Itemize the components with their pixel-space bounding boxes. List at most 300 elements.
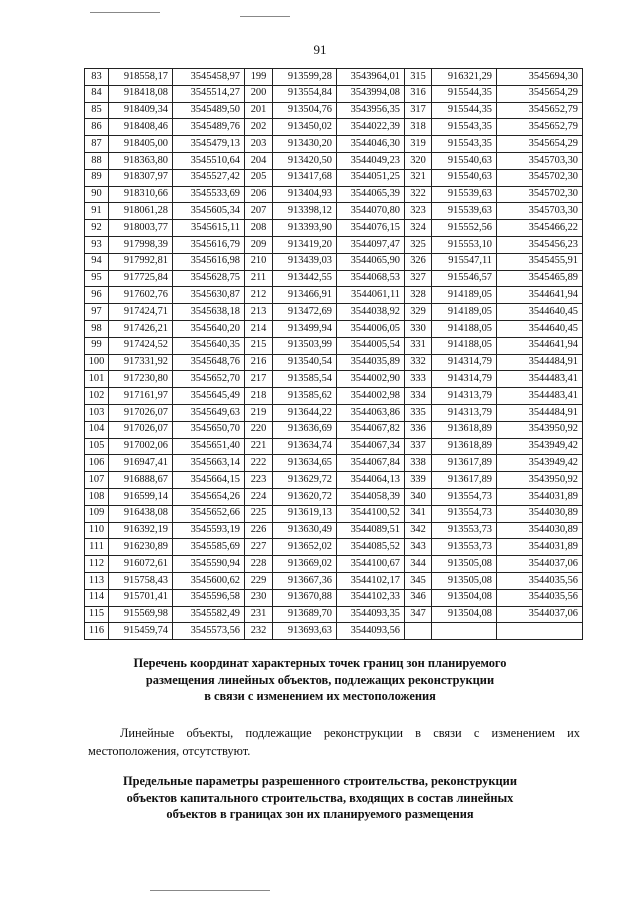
coordinate-cell: 917230,80	[109, 371, 173, 388]
coordinate-cell: 913652,02	[273, 539, 337, 556]
coordinate-cell: 913393,90	[273, 220, 337, 237]
coordinate-cell: 913439,03	[273, 253, 337, 270]
coordinate-cell: 3545593,19	[173, 522, 245, 539]
point-number-cell: 102	[85, 388, 109, 405]
point-number-cell: 203	[245, 136, 273, 153]
point-number-cell: 327	[405, 270, 432, 287]
coordinate-cell: 3544102,17	[337, 572, 405, 589]
coordinate-cell: 3544064,13	[337, 472, 405, 489]
coordinate-cell: 915543,35	[432, 119, 497, 136]
coordinate-cell: 3544002,90	[337, 371, 405, 388]
coordinate-cell: 3544097,47	[337, 236, 405, 253]
table-row	[85, 102, 583, 119]
coordinate-cell: 917026,07	[109, 421, 173, 438]
table-row	[85, 623, 583, 640]
coordinate-cell: 3545596,58	[173, 589, 245, 606]
coordinate-cell: 916888,67	[109, 472, 173, 489]
point-number-cell: 332	[405, 354, 432, 371]
coordinate-cell: 914189,05	[432, 304, 497, 321]
coordinate-cell: 3544484,91	[497, 354, 583, 371]
coordinate-cell: 913404,93	[273, 186, 337, 203]
table-row	[85, 455, 583, 472]
coordinate-cell: 913554,73	[432, 505, 497, 522]
point-number-cell: 343	[405, 539, 432, 556]
table-row	[85, 539, 583, 556]
coordinate-cell: 3545527,42	[173, 169, 245, 186]
coordinate-cell: 3543949,42	[497, 455, 583, 472]
coordinate-cell: 3545533,69	[173, 186, 245, 203]
section1-paragraph: Линейные объекты, подлежащие реконструкции в связи с изменением их местоположения, отсутствуют.	[88, 726, 580, 758]
coordinate-cell: 915540,63	[432, 169, 497, 186]
point-number-cell: 316	[405, 85, 432, 102]
coordinate-cell: 3544035,89	[337, 354, 405, 371]
coordinate-cell: 3544038,92	[337, 304, 405, 321]
coordinate-cell: 913398,12	[273, 203, 337, 220]
coordinate-cell: 913599,28	[273, 69, 337, 86]
coordinate-cell: 917602,76	[109, 287, 173, 304]
point-number-cell: 338	[405, 455, 432, 472]
point-number-cell: 204	[245, 152, 273, 169]
point-number-cell: 223	[245, 472, 273, 489]
point-number-cell: 99	[85, 337, 109, 354]
table-row	[85, 186, 583, 203]
coordinate-cell: 913644,22	[273, 404, 337, 421]
coordinate-cell: 3544030,89	[497, 505, 583, 522]
table-row	[85, 136, 583, 153]
point-number-cell: 110	[85, 522, 109, 539]
coordinate-cell: 913585,54	[273, 371, 337, 388]
coordinate-cell: 3544483,41	[497, 388, 583, 405]
coordinate-cell: 3545455,91	[497, 253, 583, 270]
coordinate-cell: 3545694,30	[497, 69, 583, 86]
coordinate-cell: 913634,74	[273, 438, 337, 455]
coordinate-cell: 3544031,89	[497, 539, 583, 556]
coordinate-cell: 3544484,91	[497, 404, 583, 421]
point-number-cell: 206	[245, 186, 273, 203]
coordinate-cell: 3544063,86	[337, 404, 405, 421]
coordinate-cell: 914188,05	[432, 320, 497, 337]
point-number-cell: 116	[85, 623, 109, 640]
point-number-cell: 97	[85, 304, 109, 321]
point-number-cell: 83	[85, 69, 109, 86]
point-number-cell: 228	[245, 556, 273, 573]
coordinate-cell: 3544058,39	[337, 488, 405, 505]
coordinate-cell: 913554,84	[273, 85, 337, 102]
coordinate-cell: 913540,54	[273, 354, 337, 371]
table-row	[85, 270, 583, 287]
point-number-cell: 341	[405, 505, 432, 522]
point-number-cell: 323	[405, 203, 432, 220]
coordinate-cell: 914313,79	[432, 404, 497, 421]
coordinate-cell: 915543,35	[432, 136, 497, 153]
coordinate-cell: 918408,46	[109, 119, 173, 136]
section1-heading-line: Перечень координат характерных точек границ зон планируемого	[133, 656, 507, 670]
point-number-cell: 331	[405, 337, 432, 354]
table-row	[85, 404, 583, 421]
coordinate-cell: 3544093,35	[337, 606, 405, 623]
table-row	[85, 388, 583, 405]
coordinate-cell: 915569,98	[109, 606, 173, 623]
coordinate-cell: 3544067,34	[337, 438, 405, 455]
point-number-cell: 85	[85, 102, 109, 119]
table-row	[85, 220, 583, 237]
point-number-cell: 201	[245, 102, 273, 119]
coordinate-cell: 914189,05	[432, 287, 497, 304]
coordinate-cell: 916321,29	[432, 69, 497, 86]
coordinate-cell: 3545702,30	[497, 186, 583, 203]
point-number-cell: 222	[245, 455, 273, 472]
coordinate-cell: 3544035,56	[497, 572, 583, 589]
point-number-cell: 107	[85, 472, 109, 489]
coordinate-cell: 3545600,62	[173, 572, 245, 589]
coordinate-cell: 3545630,87	[173, 287, 245, 304]
coordinate-cell: 917002,06	[109, 438, 173, 455]
coordinate-cell: 3545615,11	[173, 220, 245, 237]
point-number-cell: 328	[405, 287, 432, 304]
coordinate-cell: 913669,02	[273, 556, 337, 573]
coordinate-cell: 3545654,26	[173, 488, 245, 505]
coordinate-cell: 914313,79	[432, 388, 497, 405]
table-row	[85, 119, 583, 136]
coordinate-cell: 3544035,56	[497, 589, 583, 606]
point-number-cell: 211	[245, 270, 273, 287]
coordinate-cell: 917424,71	[109, 304, 173, 321]
coordinate-cell: 3545649,63	[173, 404, 245, 421]
coordinate-cell: 3544093,56	[337, 623, 405, 640]
coordinate-cell: 913466,91	[273, 287, 337, 304]
point-number-cell: 91	[85, 203, 109, 220]
point-number-cell: 84	[85, 85, 109, 102]
point-number-cell: 346	[405, 589, 432, 606]
point-number-cell: 103	[85, 404, 109, 421]
table-row	[85, 505, 583, 522]
point-number-cell: 318	[405, 119, 432, 136]
section1-heading	[60, 655, 580, 705]
coordinate-cell: 3544030,89	[497, 522, 583, 539]
point-number-cell: 221	[245, 438, 273, 455]
coordinate-cell: 3545458,97	[173, 69, 245, 86]
point-number-cell: 90	[85, 186, 109, 203]
point-number-cell: 324	[405, 220, 432, 237]
coordinate-cell: 915539,63	[432, 186, 497, 203]
coordinate-cell: 3544641,94	[497, 337, 583, 354]
point-number-cell: 210	[245, 253, 273, 270]
coordinate-cell: 3543956,35	[337, 102, 405, 119]
coordinate-cell: 916072,61	[109, 556, 173, 573]
coordinate-cell: 3544089,51	[337, 522, 405, 539]
coordinate-cell: 913499,94	[273, 320, 337, 337]
coordinate-cell: 3544640,45	[497, 320, 583, 337]
point-number-cell: 209	[245, 236, 273, 253]
point-number-cell: 215	[245, 337, 273, 354]
point-number-cell: 224	[245, 488, 273, 505]
coordinate-cell: 915758,43	[109, 572, 173, 589]
coordinate-cell: 3543994,08	[337, 85, 405, 102]
coordinate-cell: 918363,80	[109, 152, 173, 169]
point-number-cell: 208	[245, 220, 273, 237]
coordinate-cell: 3545466,22	[497, 220, 583, 237]
coordinate-cell: 914188,05	[432, 337, 497, 354]
coordinate-cell: 3545650,70	[173, 421, 245, 438]
coordinate-cell: 917161,97	[109, 388, 173, 405]
coordinate-cell: 913504,08	[432, 589, 497, 606]
table-row	[85, 287, 583, 304]
coordinate-cell: 3544640,45	[497, 304, 583, 321]
coordinate-cell: 918061,28	[109, 203, 173, 220]
section2-heading-line: объектов капитального строительства, входящих в состав линейных	[126, 790, 514, 805]
point-number-cell: 322	[405, 186, 432, 203]
coordinate-cell: 913618,89	[432, 421, 497, 438]
coordinate-cell: 3544065,39	[337, 186, 405, 203]
point-number-cell: 339	[405, 472, 432, 489]
coordinate-cell: 917992,81	[109, 253, 173, 270]
table-row	[85, 589, 583, 606]
coordinate-cell: 913503,99	[273, 337, 337, 354]
coordinate-cell: 914314,79	[432, 354, 497, 371]
point-number-cell: 330	[405, 320, 432, 337]
coordinate-cell: 918558,17	[109, 69, 173, 86]
point-number-cell: 100	[85, 354, 109, 371]
coordinate-cell: 3545648,76	[173, 354, 245, 371]
coordinate-cell: 3545640,35	[173, 337, 245, 354]
point-number-cell: 320	[405, 152, 432, 169]
coordinate-cell: 3544031,89	[497, 488, 583, 505]
coordinate-cell: 3545702,30	[497, 169, 583, 186]
coordinate-cell: 3544037,06	[497, 606, 583, 623]
coordinate-cell: 3545582,49	[173, 606, 245, 623]
point-number-cell: 202	[245, 119, 273, 136]
coordinate-cell: 918418,08	[109, 85, 173, 102]
coordinate-cell: 917998,39	[109, 236, 173, 253]
table-row	[85, 85, 583, 102]
coordinate-cell: 916392,19	[109, 522, 173, 539]
coordinate-cell: 913417,68	[273, 169, 337, 186]
coordinate-cell: 913554,73	[432, 488, 497, 505]
point-number-cell: 345	[405, 572, 432, 589]
point-number-cell: 95	[85, 270, 109, 287]
point-number-cell: 326	[405, 253, 432, 270]
point-number-cell: 106	[85, 455, 109, 472]
point-number-cell: 229	[245, 572, 273, 589]
point-number-cell: 230	[245, 589, 273, 606]
coordinates-table	[84, 68, 583, 640]
coordinate-cell: 3544049,23	[337, 152, 405, 169]
coordinate-cell: 3545585,69	[173, 539, 245, 556]
coordinate-cell: 913472,69	[273, 304, 337, 321]
coordinates-table-body	[85, 69, 583, 640]
point-number-cell: 112	[85, 556, 109, 573]
point-number-cell: 329	[405, 304, 432, 321]
coordinate-cell: 3544068,53	[337, 270, 405, 287]
point-number-cell: 213	[245, 304, 273, 321]
table-row	[85, 522, 583, 539]
coordinate-cell: 915701,41	[109, 589, 173, 606]
coordinate-cell: 915544,35	[432, 85, 497, 102]
section2-heading	[60, 773, 580, 823]
coordinate-cell: 3545510,64	[173, 152, 245, 169]
coordinate-cell: 913636,69	[273, 421, 337, 438]
coordinate-cell: 3545605,34	[173, 203, 245, 220]
coordinate-cell: 913504,08	[432, 606, 497, 623]
table-row	[85, 472, 583, 489]
point-number-cell: 214	[245, 320, 273, 337]
point-number-cell: 333	[405, 371, 432, 388]
coordinate-cell: 915539,63	[432, 203, 497, 220]
coordinate-cell: 915544,35	[432, 102, 497, 119]
point-number-cell: 101	[85, 371, 109, 388]
coordinate-cell: 913670,88	[273, 589, 337, 606]
coordinate-cell: 3545703,30	[497, 152, 583, 169]
coordinate-cell: 913629,72	[273, 472, 337, 489]
table-row	[85, 169, 583, 186]
table-row	[85, 203, 583, 220]
coordinate-cell: 913634,65	[273, 455, 337, 472]
coordinate-cell: 913617,89	[432, 472, 497, 489]
table-row	[85, 320, 583, 337]
coordinate-cell: 913630,49	[273, 522, 337, 539]
coordinate-cell: 918409,34	[109, 102, 173, 119]
coordinate-cell: 917331,92	[109, 354, 173, 371]
coordinate-cell: 918003,77	[109, 220, 173, 237]
table-row	[85, 152, 583, 169]
section1-heading-line: размещения линейных объектов, подлежащих реконструкции	[145, 672, 495, 687]
coordinate-cell: 915540,63	[432, 152, 497, 169]
coordinate-cell: 3543950,92	[497, 472, 583, 489]
point-number-cell: 334	[405, 388, 432, 405]
point-number-cell: 220	[245, 421, 273, 438]
point-number-cell: 89	[85, 169, 109, 186]
point-number-cell: 98	[85, 320, 109, 337]
point-number-cell: 325	[405, 236, 432, 253]
point-number-cell: 340	[405, 488, 432, 505]
point-number-cell: 218	[245, 388, 273, 405]
coordinate-cell: 918405,00	[109, 136, 173, 153]
coordinate-cell: 3544067,84	[337, 455, 405, 472]
coordinate-cell: 3544005,54	[337, 337, 405, 354]
section1-heading-line: в связи с изменением их местоположения	[204, 689, 436, 703]
coordinate-cell: 916947,41	[109, 455, 173, 472]
point-number-cell: 114	[85, 589, 109, 606]
coordinate-cell: 3545651,40	[173, 438, 245, 455]
point-number-cell: 93	[85, 236, 109, 253]
point-number-cell: 347	[405, 606, 432, 623]
coordinate-cell: 3544061,11	[337, 287, 405, 304]
point-number-cell: 335	[405, 404, 432, 421]
point-number-cell	[405, 623, 432, 640]
point-number-cell: 104	[85, 421, 109, 438]
coordinate-cell: 918310,66	[109, 186, 173, 203]
coordinate-cell: 913619,13	[273, 505, 337, 522]
coordinate-cell: 913585,62	[273, 388, 337, 405]
point-number-cell: 344	[405, 556, 432, 573]
table-row	[85, 421, 583, 438]
coordinate-cell: 3545703,30	[497, 203, 583, 220]
point-number-cell: 231	[245, 606, 273, 623]
point-number-cell: 232	[245, 623, 273, 640]
coordinate-cell: 3544002,98	[337, 388, 405, 405]
section2-heading-line: Предельные параметры разрешенного строительства, реконструкции	[123, 774, 517, 788]
coordinate-cell: 3545654,29	[497, 85, 583, 102]
coordinate-cell: 917426,21	[109, 320, 173, 337]
point-number-cell: 217	[245, 371, 273, 388]
coordinate-cell	[497, 623, 583, 640]
scan-mark-top-left	[90, 12, 160, 13]
point-number-cell: 87	[85, 136, 109, 153]
coordinate-cell: 3545456,23	[497, 236, 583, 253]
coordinate-cell: 913617,89	[432, 455, 497, 472]
point-number-cell: 336	[405, 421, 432, 438]
coordinate-cell: 3544022,39	[337, 119, 405, 136]
coordinate-cell: 3543950,92	[497, 421, 583, 438]
table-row	[85, 556, 583, 573]
section2-heading-line: объектов в границах зон их планируемого размещения	[166, 807, 474, 821]
table-row	[85, 253, 583, 270]
point-number-cell: 212	[245, 287, 273, 304]
point-number-cell: 115	[85, 606, 109, 623]
coordinate-cell: 3544102,33	[337, 589, 405, 606]
coordinate-cell: 914314,79	[432, 371, 497, 388]
point-number-cell: 321	[405, 169, 432, 186]
coordinate-cell: 3544070,80	[337, 203, 405, 220]
coordinate-cell: 918307,97	[109, 169, 173, 186]
coordinate-cell: 3545489,50	[173, 102, 245, 119]
coordinate-cell: 3544046,30	[337, 136, 405, 153]
coordinate-cell	[432, 623, 497, 640]
coordinate-cell: 913667,36	[273, 572, 337, 589]
coordinate-cell: 3544641,94	[497, 287, 583, 304]
coordinate-cell: 913553,73	[432, 522, 497, 539]
page-number: 91	[313, 42, 327, 57]
coordinate-cell: 3545628,75	[173, 270, 245, 287]
point-number-cell: 219	[245, 404, 273, 421]
coordinate-cell: 3545663,14	[173, 455, 245, 472]
coordinate-cell: 3545616,79	[173, 236, 245, 253]
coordinate-cell: 913693,63	[273, 623, 337, 640]
coordinate-cell: 913420,50	[273, 152, 337, 169]
coordinate-cell: 913430,20	[273, 136, 337, 153]
table-row	[85, 606, 583, 623]
point-number-cell: 105	[85, 438, 109, 455]
table-row	[85, 438, 583, 455]
coordinate-cell: 913618,89	[432, 438, 497, 455]
scan-mark-bottom	[150, 890, 270, 891]
coordinate-cell: 3545489,76	[173, 119, 245, 136]
coordinate-cell: 915552,56	[432, 220, 497, 237]
coordinate-cell: 917424,52	[109, 337, 173, 354]
coordinate-cell: 3545652,79	[497, 119, 583, 136]
coordinate-cell: 917026,07	[109, 404, 173, 421]
coordinate-cell: 915459,74	[109, 623, 173, 640]
point-number-cell: 109	[85, 505, 109, 522]
coordinate-cell: 3545616,98	[173, 253, 245, 270]
coordinate-cell: 3545654,29	[497, 136, 583, 153]
coordinate-cell: 3545652,70	[173, 371, 245, 388]
point-number-cell: 227	[245, 539, 273, 556]
coordinate-cell: 916599,14	[109, 488, 173, 505]
coordinate-cell: 3545479,13	[173, 136, 245, 153]
coordinate-cell: 3544037,06	[497, 556, 583, 573]
coordinate-cell: 3544051,25	[337, 169, 405, 186]
point-number-cell: 317	[405, 102, 432, 119]
coordinate-cell: 3544065,90	[337, 253, 405, 270]
point-number-cell: 113	[85, 572, 109, 589]
coordinate-cell: 916230,89	[109, 539, 173, 556]
table-row	[85, 337, 583, 354]
coordinate-cell: 3544100,52	[337, 505, 405, 522]
coordinate-cell: 913419,20	[273, 236, 337, 253]
point-number-cell: 207	[245, 203, 273, 220]
table-row	[85, 69, 583, 86]
